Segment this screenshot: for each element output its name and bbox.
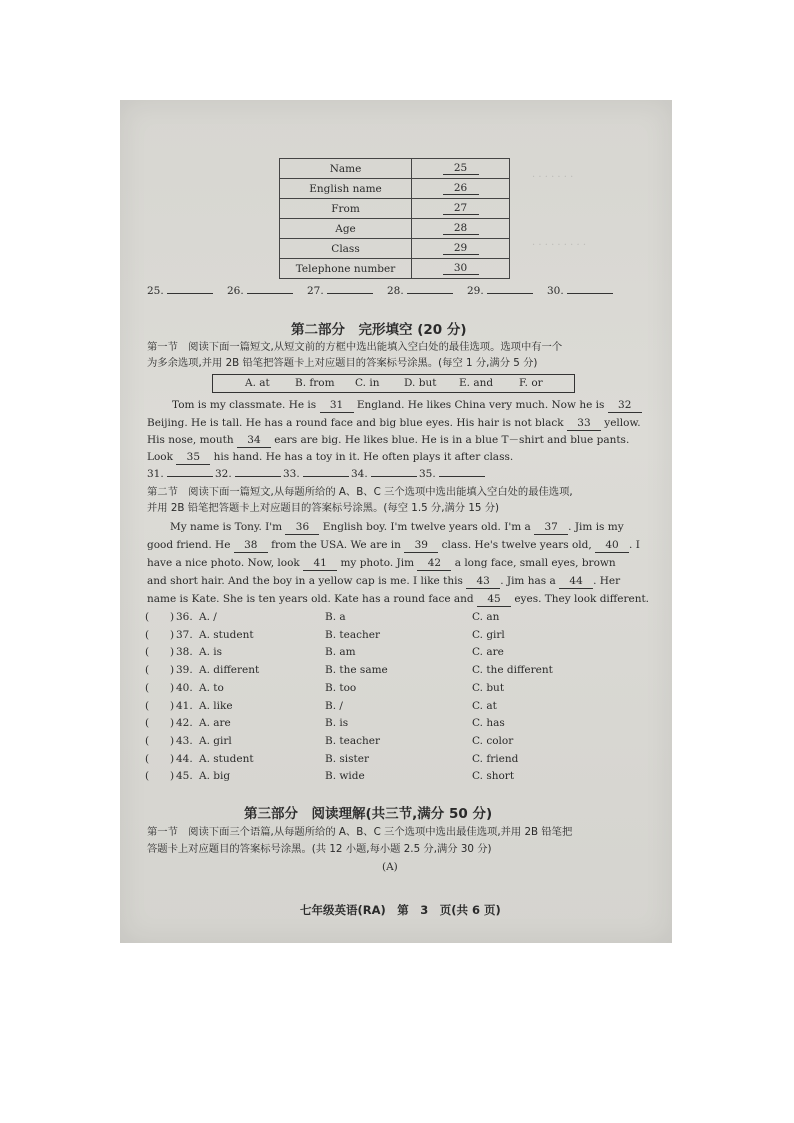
answer-paren-open: ( <box>145 646 150 659</box>
choice-c: C. the different <box>472 664 553 677</box>
option-f: F. or <box>519 377 543 389</box>
blank-number: 28 <box>443 222 479 235</box>
blank-35: 35 <box>176 450 210 465</box>
info-table-label: English name <box>280 179 412 199</box>
part3-instruction: 第一节 阅读下面三个语篇,从每题所给的 A、B、C 三个选项中选出最佳选项,并用 2B 铅笔把 <box>147 826 573 838</box>
choice-a: A. are <box>199 717 231 730</box>
bleed-through-text: · · · · · · · <box>532 172 574 183</box>
info-table-label: From <box>280 199 412 219</box>
question-number: 40. <box>176 681 193 694</box>
answer-paren-open: ( <box>145 752 150 765</box>
blank-40: 40 <box>595 538 629 553</box>
answer-number: 34. <box>351 468 368 480</box>
answer-slot <box>547 284 627 298</box>
answer-slot <box>419 467 487 481</box>
choice-b: B. wide <box>325 770 365 783</box>
choice-a: A. / <box>199 611 217 623</box>
answer-slot <box>351 467 419 481</box>
choice-b: B. a <box>325 611 346 623</box>
answer-number: 35. <box>419 468 436 480</box>
answer-paren-open: ( <box>145 699 150 712</box>
info-table-blank <box>412 259 510 279</box>
blank-45: 45 <box>477 592 511 607</box>
answer-slot <box>467 284 547 298</box>
info-table-blank <box>412 219 510 239</box>
answer-paren-close: ) <box>170 681 175 694</box>
info-table-row <box>280 259 510 279</box>
choice-b: B. teacher <box>325 734 380 747</box>
answer-paren-close: ) <box>170 628 175 641</box>
answer-number: 28. <box>387 285 404 297</box>
option-c: C. in <box>355 377 380 389</box>
answer-paren-close: ) <box>170 611 175 623</box>
part2-sec2-instruction: 并用 2B 铅笔把答题卡上对应题目的答案标号涂黑。(每空 1.5 分,满分 15 分) <box>147 502 500 514</box>
option-b: B. from <box>295 377 335 389</box>
choice-a: A. different <box>199 664 260 677</box>
scanned-page <box>120 100 672 943</box>
answer-slot <box>147 467 215 481</box>
choice-a: A. like <box>199 699 233 712</box>
blank-number: 26 <box>443 182 479 195</box>
answer-paren-open: ( <box>145 628 150 641</box>
answer-paren-close: ) <box>170 770 175 783</box>
page-footer: 七年级英语(RA) 第 3 页(共 6 页) <box>300 903 501 917</box>
answer-slot <box>215 467 283 481</box>
info-table-label: Telephone number <box>280 259 412 279</box>
passage1-line: Tom is my classmate. He is 31 England. He likes China very much. Now he is 32 <box>172 398 642 413</box>
answer-row-25-30 <box>147 284 627 298</box>
part3-instruction: 答题卡上对应题目的答案标号涂黑。(共 12 小题,每小题 2.5 分,满分 30 分) <box>147 843 492 855</box>
info-table <box>279 158 510 279</box>
answer-number: 27. <box>307 285 324 297</box>
answer-line <box>439 476 485 477</box>
choice-c: C. at <box>472 699 497 712</box>
choice-a: A. student <box>199 628 254 641</box>
answer-line <box>303 476 349 477</box>
answer-line <box>167 293 213 294</box>
choice-b: B. sister <box>325 752 369 765</box>
blank-31: 31 <box>320 398 354 413</box>
passage1-line: Beijing. He is tall. He has a round face and big blue eyes. His hair is not black 33 yellow. <box>147 417 641 429</box>
info-table-blank <box>412 239 510 259</box>
part2-sec1-instruction: 为多余选项,并用 2B 铅笔把答题卡上对应题目的答案标号涂黑。(每空 1 分,满分 5 分) <box>147 357 538 369</box>
choice-c: C. color <box>472 734 514 747</box>
question-number: 39. <box>176 664 193 677</box>
answer-paren-close: ) <box>170 734 175 747</box>
answer-paren-open: ( <box>145 734 150 747</box>
choice-b: B. teacher <box>325 628 380 641</box>
answer-line <box>167 476 213 477</box>
question-number: 38. <box>176 646 193 659</box>
choice-b: B. am <box>325 646 356 659</box>
choice-c: C. are <box>472 646 504 659</box>
choice-a: A. big <box>199 770 231 783</box>
answer-line <box>487 293 533 294</box>
answer-row-31-35 <box>147 467 487 481</box>
blank-43: 43 <box>466 574 500 589</box>
blank-36: 36 <box>285 520 319 535</box>
info-table-row <box>280 179 510 199</box>
choice-a: A. is <box>199 646 223 659</box>
blank-42: 42 <box>417 556 451 571</box>
passage2-line: good friend. He 38 from the USA. We are in 39 class. He's twelve years old, 40 . I <box>147 539 640 551</box>
answer-slot <box>307 284 387 298</box>
choice-a: A. girl <box>199 734 232 747</box>
passage2-line: My name is Tony. I'm 36 English boy. I'm twelve years old. I'm a 37 . Jim is my <box>170 521 624 533</box>
question-number: 36. <box>176 611 193 623</box>
choice-b: B. is <box>325 717 349 730</box>
choice-a: A. to <box>199 681 224 694</box>
blank-34: 34 <box>237 433 271 448</box>
question-number: 42. <box>176 717 193 730</box>
blank-number: 27 <box>443 202 479 215</box>
choice-a: A. student <box>199 752 254 765</box>
choice-c: C. but <box>472 681 505 694</box>
answer-slot <box>227 284 307 298</box>
answer-paren-open: ( <box>145 681 150 694</box>
option-a: A. at <box>245 377 270 389</box>
answer-slot <box>147 284 227 298</box>
choice-c: C. short <box>472 770 515 783</box>
blank-37: 37 <box>534 520 568 535</box>
passage2-line: name is Kate. She is ten years old. Kate has a round face and 45 eyes. They look different. <box>147 593 650 605</box>
blank-33: 33 <box>567 416 601 431</box>
info-table-row <box>280 159 510 179</box>
part3-title: 第三部分 阅读理解(共三节,满分 50 分) <box>244 806 493 822</box>
part2-title: 第二部分 完形填空 (20 分) <box>291 322 467 338</box>
passage1-line: His nose, mouth 34 ears are big. He likes blue. He is in a blue T－shirt and blue pants. <box>147 434 630 446</box>
choice-c: C. girl <box>472 628 505 641</box>
info-table-blank <box>412 199 510 219</box>
answer-paren-open: ( <box>145 770 150 783</box>
question-number: 45. <box>176 770 193 783</box>
choice-b: B. the same <box>325 664 388 677</box>
info-table-blank <box>412 159 510 179</box>
blank-39: 39 <box>404 538 438 553</box>
blank-38: 38 <box>234 538 268 553</box>
answer-line <box>327 293 373 294</box>
choice-c: C. an <box>472 611 500 623</box>
choice-c: C. friend <box>472 752 519 765</box>
answer-number: 29. <box>467 285 484 297</box>
info-table-row <box>280 239 510 259</box>
options-box <box>212 374 575 393</box>
part2-sec1-instruction: 第一节 阅读下面一篇短文,从短文前的方框中选出能填入空白处的最佳选项。选项中有一个 <box>147 341 563 353</box>
answer-paren-close: ) <box>170 752 175 765</box>
blank-number: 25 <box>443 162 479 175</box>
answer-number: 33. <box>283 468 300 480</box>
answer-number: 26. <box>227 285 244 297</box>
passage-a-label: (A) <box>382 861 398 873</box>
answer-number: 25. <box>147 285 164 297</box>
blank-44: 44 <box>559 574 593 589</box>
passage1-line: Look 35 his hand. He has a toy in it. He often plays it after class. <box>147 451 514 463</box>
option-e: E. and <box>459 377 494 389</box>
passage2-line: and short hair. And the boy in a yellow cap is me. I like this 43 . Jim has a 44 . Her <box>147 575 621 587</box>
answer-paren-close: ) <box>170 646 175 659</box>
answer-slot <box>283 467 351 481</box>
answer-number: 31. <box>147 468 164 480</box>
passage2-line: have a nice photo. Now, look 41 my photo. Jim 42 a long face, small eyes, brown <box>147 557 616 569</box>
answer-paren-close: ) <box>170 664 175 677</box>
answer-paren-open: ( <box>145 717 150 730</box>
answer-slot <box>387 284 467 298</box>
info-table-blank <box>412 179 510 199</box>
choice-c: C. has <box>472 717 505 730</box>
blank-32: 32 <box>608 398 642 413</box>
answer-paren-close: ) <box>170 717 175 730</box>
answer-paren-open: ( <box>145 664 150 677</box>
info-table-row <box>280 219 510 239</box>
question-number: 37. <box>176 628 193 641</box>
choice-b: B. too <box>325 681 357 694</box>
choice-b: B. / <box>325 699 343 712</box>
info-table-label: Age <box>280 219 412 239</box>
info-table-label: Class <box>280 239 412 259</box>
blank-number: 30 <box>443 262 479 275</box>
question-number: 41. <box>176 699 193 712</box>
blank-number: 29 <box>443 242 479 255</box>
question-number: 44. <box>176 752 193 765</box>
question-number: 43. <box>176 734 193 747</box>
answer-number: 32. <box>215 468 232 480</box>
answer-paren-open: ( <box>145 611 150 623</box>
answer-number: 30. <box>547 285 564 297</box>
answer-line <box>247 293 293 294</box>
info-table-row <box>280 199 510 219</box>
answer-line <box>567 293 613 294</box>
bleed-through-text: · · · · · · · · · <box>532 240 587 251</box>
option-d: D. but <box>404 377 437 389</box>
blank-41: 41 <box>303 556 337 571</box>
answer-paren-close: ) <box>170 699 175 712</box>
answer-line <box>371 476 417 477</box>
info-table-label: Name <box>280 159 412 179</box>
part2-sec2-instruction: 第二节 阅读下面一篇短文,从每题所给的 A、B、C 三个选项中选出能填入空白处的最佳选项, <box>147 486 573 498</box>
answer-line <box>407 293 453 294</box>
answer-line <box>235 476 281 477</box>
